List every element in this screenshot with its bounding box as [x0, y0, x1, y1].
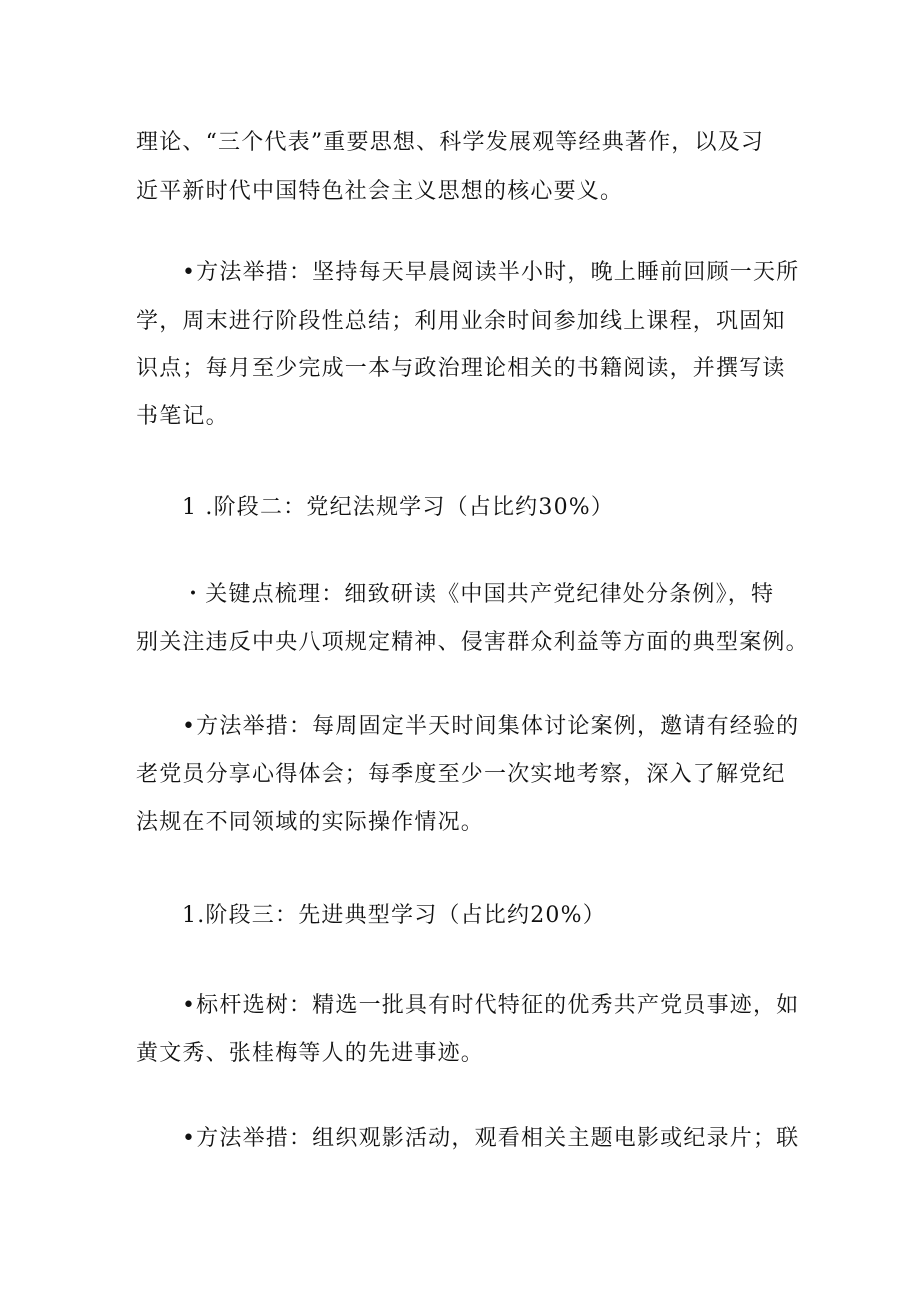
paragraph-line: •标杆选树：精选一批具有时代特征的优秀共产党员事迹，如 [182, 993, 800, 1018]
section-heading-stage-three: 1.阶段三：先进典型学习（占比约20%） [182, 903, 606, 928]
paragraph-line: •方法举措：坚持每天早晨阅读半小时，晚上睡前回顾一天所 [182, 260, 800, 285]
paragraph-line: •方法举措：每周固定半天时间集体讨论案例，邀请有经验的 [182, 714, 800, 739]
paragraph-line: 老党员分享心得体会；每季度至少一次实地考察，深入了解党纪 [136, 762, 786, 787]
paragraph-line: 别关注违反中央八项规定精神、侵害群众利益等方面的典型案例。 [136, 630, 809, 655]
paragraph-line: 近平新时代中国特色社会主义思想的核心要义。 [136, 179, 624, 204]
paragraph-line: ・关键点梳理：细致研读《中国共产党纪律处分条例》，特 [182, 582, 775, 607]
paragraph-line: 法规在不同领域的实际操作情况。 [136, 810, 485, 835]
section-heading-stage-two: 1 .阶段二：党纪法规学习（占比约30%） [182, 495, 615, 520]
paragraph-line: 书笔记。 [136, 404, 229, 429]
paragraph-line: 学，周末进行阶段性总结；利用业余时间参加线上课程，巩固知 [136, 309, 786, 334]
paragraph-line: 理论、“三个代表”重要思想、科学发展观等经典著作，以及习 [136, 130, 765, 155]
paragraph-line: 黄文秀、张桂梅等人的先进事迹。 [136, 1041, 485, 1066]
paragraph-line: •方法举措：组织观影活动，观看相关主题电影或纪录片；联 [182, 1126, 800, 1151]
paragraph-line: 识点；每月至少完成一本与政治理论相关的书籍阅读，并撰写读 [136, 356, 786, 381]
